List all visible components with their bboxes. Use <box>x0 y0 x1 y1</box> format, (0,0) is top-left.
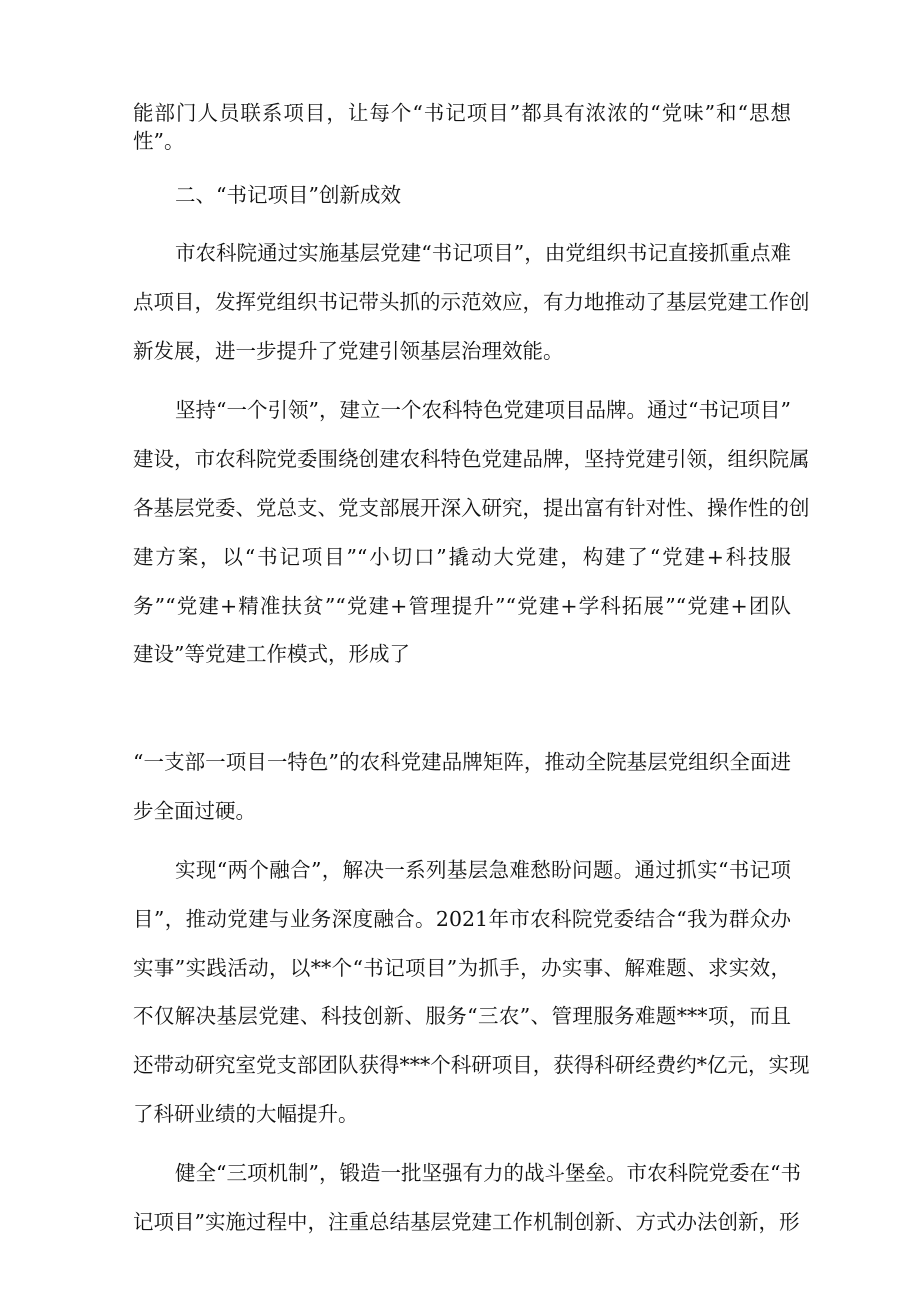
text-line: 健全“三项机制”，锻造一批坚强有力的战斗堡垒。市农科院党委在“书 <box>175 1161 801 1185</box>
text-line: 性”。 <box>133 129 185 153</box>
text-line: 能部门人员联系项目，让每个“书记项目”都具有浓浓的“党味”和“思想 <box>133 101 791 125</box>
text-line: 各基层党委、党总支、党支部展开深入研究，提出富有针对性、操作性的创 <box>133 496 810 520</box>
text-line: 点项目，发挥党组织书记带头抓的示范效应，有力地推动了基层党建工作创 <box>133 290 810 314</box>
text-line: 实事”实践活动，以**个“书记项目”为抓手，办实事、解难题、求实效， <box>133 956 791 980</box>
text-line: 实现“两个融合”，解决一系列基层急难愁盼问题。通过抓实“书记项 <box>175 858 791 882</box>
text-line: 务”“党建+精准扶贫”“党建+管理提升”“党建+学科拓展”“党建+团队 <box>133 594 791 618</box>
text-line: 建方案，以“书记项目”“小切口”撬动大党建，构建了“党建+科技服 <box>133 545 791 569</box>
text-line: 目”，推动党建与业务深度融合。2021年市农科院党委结合“我为群众办 <box>133 907 791 931</box>
text-line: 市农科院通过实施基层党建“书记项目”，由党组织书记直接抓重点难 <box>175 241 791 265</box>
section-heading: 二、“书记项目”创新成效 <box>175 183 401 207</box>
text-line: 了科研业绩的大幅提升。 <box>133 1102 359 1126</box>
text-line: 新发展，进一步提升了党建引领基层治理效能。 <box>133 339 564 363</box>
text-line: 建设”等党建工作模式，形成了 <box>133 642 410 666</box>
text-line: 还带动研究室党支部团队获得***个科研项目，获得科研经费约*亿元，实现 <box>133 1053 810 1077</box>
text-line: 不仅解决基层党建、科技创新、服务“三农”、管理服务难题***项，而且 <box>133 1004 791 1028</box>
text-line: 建设，市农科院党委围绕创建农科特色党建品牌，坚持党建引领，组织院属 <box>133 447 810 471</box>
text-line: 步全面过硬。 <box>133 799 256 823</box>
text-line: “一支部一项目一特色”的农科党建品牌矩阵，推动全院基层党组织全面进 <box>133 750 791 774</box>
text-line: 记项目”实施过程中，注重总结基层党建工作机制创新、方式办法创新，形 <box>133 1210 800 1234</box>
text-line: 坚持“一个引领”，建立一个农科特色党建项目品牌。通过“书记项目” <box>175 398 791 422</box>
